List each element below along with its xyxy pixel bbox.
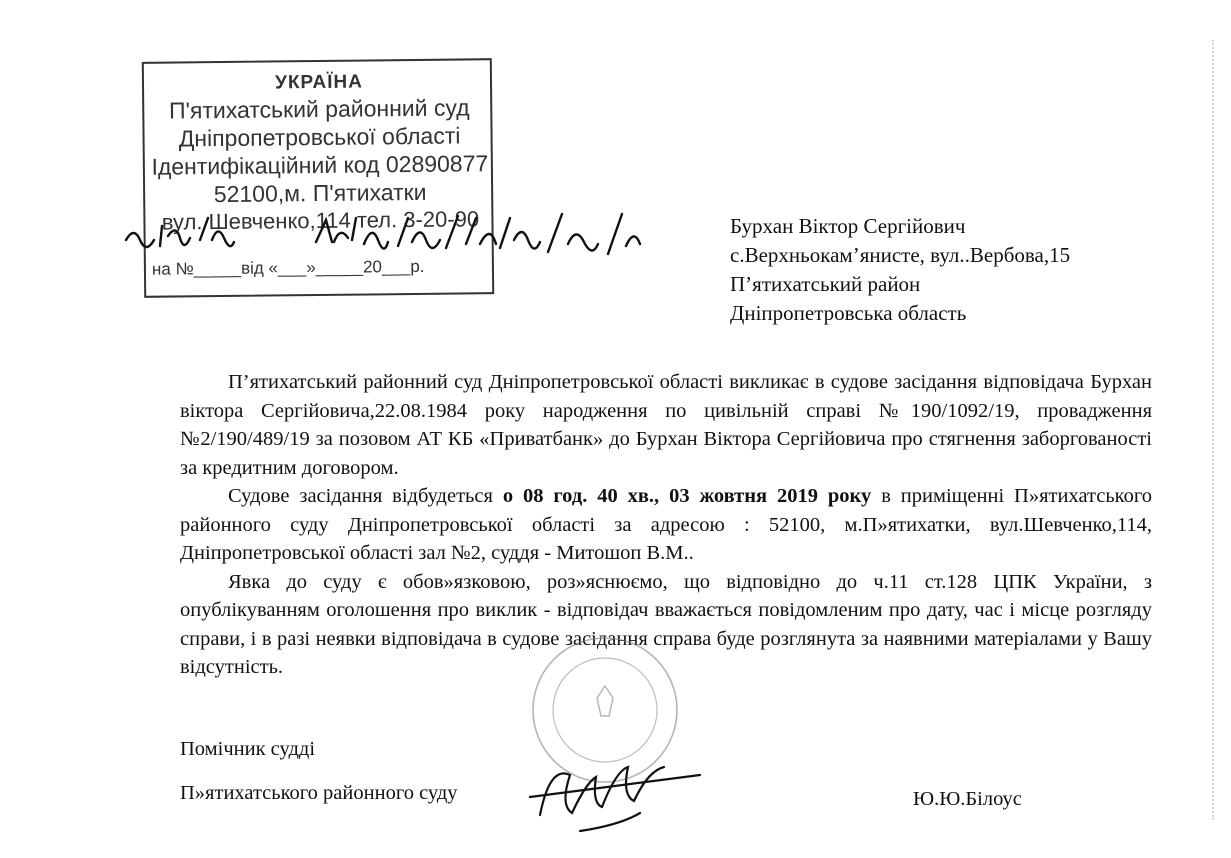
scan-edge-mark — [1212, 40, 1222, 820]
signer-name: Ю.Ю.Білоус — [913, 788, 1022, 810]
hearing-datetime: о 08 год. 40 хв., 03 жовтня 2019 року — [502, 485, 872, 507]
stamp-region: Дніпропетровської області — [178, 122, 461, 152]
addressee-street: с.Верхньокам’янисте, вул..Вербова,15 — [730, 243, 1071, 267]
signer-title: Помічник судді — [180, 738, 316, 760]
paragraph-hearing — [180, 482, 1152, 568]
addressee-name: Бурхан Віктор Сергійович — [730, 214, 966, 238]
stamp-reference-line: на №_____від «___»_____20___р. — [151, 256, 425, 279]
stamp-court-name: П'ятихатський районний суд — [168, 94, 470, 124]
handwritten-signature — [520, 735, 780, 845]
stamp-country: УКРАЇНА — [274, 71, 364, 94]
stamp-address: вул. Шевченко,114 тел. 3-20-90 — [161, 206, 480, 235]
addressee-district: П’ятихатський район — [730, 272, 921, 296]
addressee-block — [730, 212, 1070, 328]
hearing-intro: Судове засідання відбудеться — [228, 485, 503, 507]
paragraph-summons: П’ятихатський районний суд Дніпропетровської області викликає в судове засідання відповідача Бурхан віктора Сергійовича,22.08.1984 року народження по цивільній справі №190/1092/19, провадження №2/190/489/19 за позовом АТ КБ «Приватбанк» до Бурхан Віктора Сергійовича про стягнення заборгованості за кредитним договором. — [180, 371, 1152, 479]
signer-court: П»ятихатського районного суду — [180, 782, 458, 804]
stamp-city: 52100,м. П'ятихатки — [213, 178, 427, 208]
stamp-id-code: Ідентифікаційний код 02890877 — [151, 150, 489, 180]
paragraph-attendance: Явка до суду є обов»язковою, роз»яснюємо, що відповідно до ч.11 ст.128 ЦПК України, з опублікуванням оголошення про виклик - відповідач вважається повідомленим про дату, час і місце розгляду справи, і в разі неявки відповідача в судове засідання справа буде розглянута за наявними матеріалами у Вашу відсутність. — [180, 570, 1152, 678]
hearing-location: в приміщенні П»ятихатського районного суду Дніпропетровської області за адресою : 52100, м.П»ятихатки, вул.Шевченко,114, Дніпропетровської області зал №2, суддя - Митошоп В.М.. — [180, 485, 1152, 564]
addressee-region: Дніпропетровська область — [730, 301, 967, 325]
handwritten-registration — [120, 210, 660, 290]
